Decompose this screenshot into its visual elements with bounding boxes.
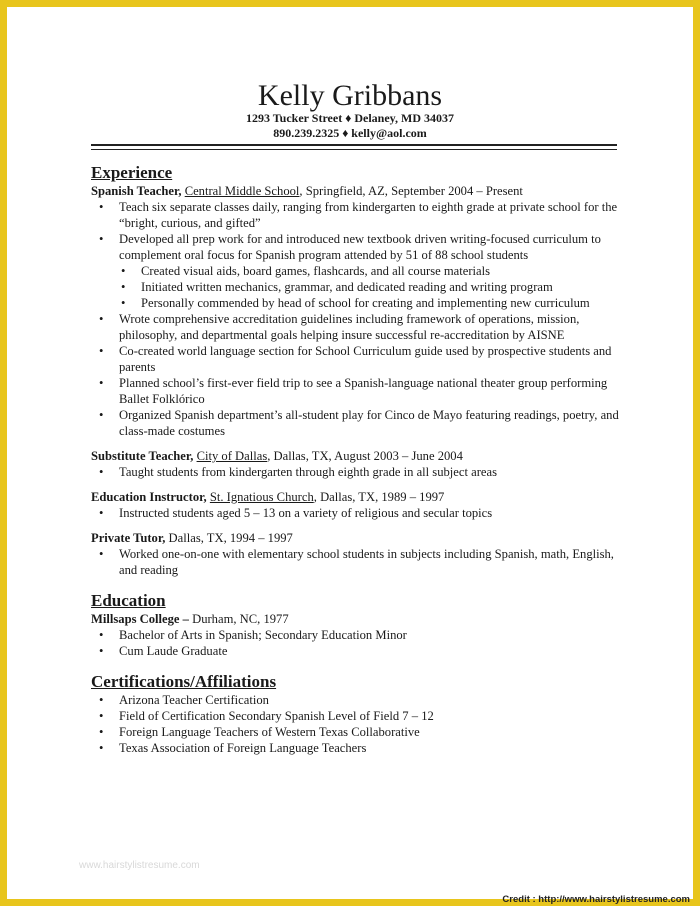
school-line xyxy=(91,611,621,627)
resume-name: Kelly Gribbans xyxy=(257,79,443,112)
job-role: Spanish Teacher, xyxy=(91,184,182,198)
job-details: , Springfield, AZ, September 2004 – Present xyxy=(299,184,523,198)
list-item: • Field of Certification Secondary Spanish Level of Field 7 – 12 xyxy=(91,708,621,724)
school-name: Millsaps College – xyxy=(91,612,189,626)
list-item: • Teach six separate classes daily, ranging from kindergarten to eighth grade at private school for the “bright, curious, and gifted” xyxy=(91,199,621,231)
job-org: Central Middle School xyxy=(184,184,300,198)
job-details: Dallas, TX, 1994 – 1997 xyxy=(165,531,293,545)
education-heading: Education xyxy=(91,591,166,610)
list-item: • Foreign Language Teachers of Western Texas Collaborative xyxy=(91,724,621,740)
credit-text: Credit : http://www.hairstylistresume.com xyxy=(502,894,690,905)
list-item: • Organized Spanish department’s all-student play for Cinco de Mayo featuring readings, poetry, and class-made costumes xyxy=(91,407,621,439)
job-bullets xyxy=(91,311,621,439)
job-bullets xyxy=(91,199,621,263)
resume-page xyxy=(7,7,693,899)
contact-line: 890.239.2325 ♦ kelly@aol.com xyxy=(273,126,427,140)
job-bullets xyxy=(91,546,621,578)
list-item: • Texas Association of Foreign Language Teachers xyxy=(91,740,621,756)
job-role: Private Tutor, xyxy=(91,531,166,545)
resume-body xyxy=(91,163,621,756)
job-sub-bullets xyxy=(91,263,621,311)
job-org: St. Ignatious Church xyxy=(209,490,314,504)
job-role: Substitute Teacher, xyxy=(91,449,194,463)
list-item: • Arizona Teacher Certification xyxy=(91,692,621,708)
job-title-line xyxy=(91,530,621,546)
list-item: • Worked one-on-one with elementary school students in subjects including Spanish, math, English, and reading xyxy=(91,546,621,578)
header-rule-thick xyxy=(91,144,617,146)
education-bullets xyxy=(91,627,621,659)
list-item: • Cum Laude Graduate xyxy=(91,643,621,659)
list-item: • Developed all prep work for and introduced new textbook driven writing-focused curriculum to complement oral focus for Spanish program attended by 51 of 88 school students xyxy=(91,231,621,263)
list-item: • Created visual aids, board games, flashcards, and all course materials xyxy=(91,263,621,279)
header-rule-thin xyxy=(91,149,617,150)
experience-heading: Experience xyxy=(91,163,173,182)
job-bullets xyxy=(91,464,621,480)
job-title-line xyxy=(91,448,621,464)
certification-bullets xyxy=(91,692,621,756)
job-org: City of Dallas xyxy=(196,449,268,463)
certifications-heading: Certifications/Affiliations xyxy=(91,672,277,691)
watermark-text: www.hairstylistresume.com xyxy=(79,860,200,871)
job-role: Education Instructor, xyxy=(91,490,207,504)
list-item: • Initiated written mechanics, grammar, and dedicated reading and writing program xyxy=(91,279,621,295)
list-item: • Personally commended by head of school for creating and implementing new curriculum xyxy=(91,295,621,311)
list-item: • Wrote comprehensive accreditation guidelines including framework of operations, mission, philosophy, and departmental goals helping insure successful re-accreditation by AISNE xyxy=(91,311,621,343)
list-item: • Co-created world language section for School Curriculum guide used by prospective students and parents xyxy=(91,343,621,375)
job-details: , Dallas, TX, 1989 – 1997 xyxy=(313,490,445,504)
school-details: Durham, NC, 1977 xyxy=(188,612,289,626)
job-bullets xyxy=(91,505,621,521)
list-item: • Instructed students aged 5 – 13 on a variety of religious and secular topics xyxy=(91,505,621,521)
job-title-line xyxy=(91,489,621,505)
address-line: 1293 Tucker Street ♦ Delaney, MD 34037 xyxy=(245,111,454,125)
list-item: • Bachelor of Arts in Spanish; Secondary Education Minor xyxy=(91,627,621,643)
list-item: • Planned school’s first-ever field trip to see a Spanish-language national theater group performing Ballet Folklórico xyxy=(91,375,621,407)
list-item: • Taught students from kindergarten through eighth grade in all subject areas xyxy=(91,464,621,480)
job-title-line xyxy=(91,183,621,199)
job-details: , Dallas, TX, August 2003 – June 2004 xyxy=(267,449,463,463)
